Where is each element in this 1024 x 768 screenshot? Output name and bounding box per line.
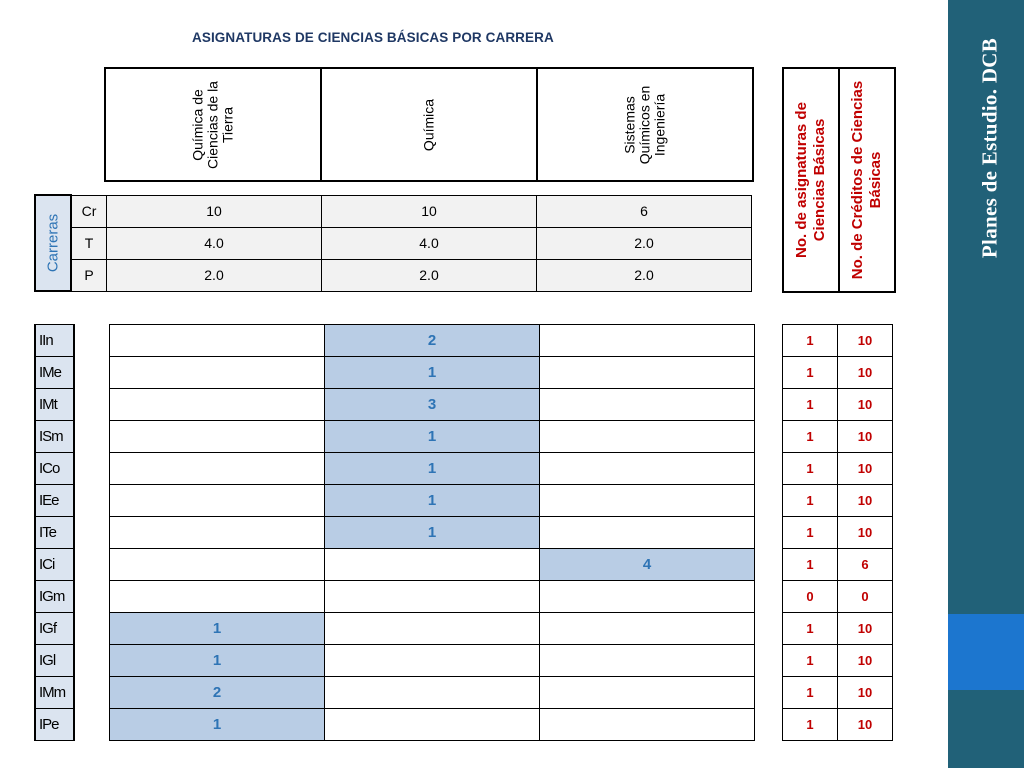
- credit-count: 10: [838, 613, 893, 645]
- subject-count: 1: [783, 709, 838, 741]
- career-code: ICo: [35, 453, 74, 485]
- slide-title: ASIGNATURAS DE CIENCIAS BÁSICAS POR CARRERA: [192, 30, 554, 45]
- subject-cell: 1: [325, 421, 540, 453]
- subject-cell: [540, 325, 755, 357]
- subject-cell: [540, 613, 755, 645]
- param-value: 6: [537, 195, 752, 227]
- subject-cell: [110, 421, 325, 453]
- subject-cell: [110, 517, 325, 549]
- subject-cell: [110, 357, 325, 389]
- credit-count: 10: [838, 357, 893, 389]
- summary-header: [782, 67, 896, 293]
- subject-cell: [325, 709, 540, 741]
- subject-cell: 2: [110, 677, 325, 709]
- subject-cell: [540, 677, 755, 709]
- career-code: ITe: [35, 517, 74, 549]
- table-row: [35, 613, 755, 645]
- subject-cell: 1: [110, 645, 325, 677]
- subject-cell: [325, 549, 540, 581]
- summary-row: [783, 645, 893, 677]
- career-code: IMe: [35, 357, 74, 389]
- table-row: [35, 581, 755, 613]
- carreras-label-cell: [35, 195, 71, 291]
- credit-count: 10: [838, 517, 893, 549]
- carreras-label: Carreras: [44, 213, 62, 273]
- param-label: T: [71, 227, 107, 259]
- subject-count: 1: [783, 325, 838, 357]
- summary-row: [783, 549, 893, 581]
- subject-cell: [540, 453, 755, 485]
- table-row: [35, 517, 755, 549]
- career-code: ISm: [35, 421, 74, 453]
- spacer: [74, 389, 110, 421]
- summary-row: [783, 357, 893, 389]
- table-row: [35, 645, 755, 677]
- summary-row: [783, 325, 893, 357]
- subject-cell: [540, 581, 755, 613]
- subject-count: 1: [783, 549, 838, 581]
- table-row: [35, 325, 755, 357]
- summary-row: [783, 677, 893, 709]
- subject-cell: [540, 389, 755, 421]
- career-code: IMt: [35, 389, 74, 421]
- table-row: [35, 453, 755, 485]
- subject-header-0: Química de Ciencias de la Tierra: [105, 68, 321, 181]
- table-row: [35, 709, 755, 741]
- spacer: [74, 325, 110, 357]
- subject-cell: [110, 581, 325, 613]
- subject-cell: [110, 389, 325, 421]
- subject-cell: [540, 645, 755, 677]
- subject-cell: [110, 325, 325, 357]
- credit-count: 10: [838, 453, 893, 485]
- table-row: [35, 389, 755, 421]
- subject-count: 1: [783, 389, 838, 421]
- career-code: ICi: [35, 549, 74, 581]
- subject-count: 1: [783, 613, 838, 645]
- table-row: [35, 421, 755, 453]
- credit-count: 0: [838, 581, 893, 613]
- spacer: [74, 421, 110, 453]
- subject-cell: [540, 357, 755, 389]
- subject-cell: 1: [325, 517, 540, 549]
- credit-count: 10: [838, 389, 893, 421]
- subject-count: 1: [783, 517, 838, 549]
- table-row: [35, 677, 755, 709]
- table-row: [35, 485, 755, 517]
- spacer: [74, 645, 110, 677]
- career-code: IPe: [35, 709, 74, 741]
- subject-cell: [540, 517, 755, 549]
- subjects-header: [104, 67, 754, 182]
- subject-cell: [325, 613, 540, 645]
- summary-row: [783, 389, 893, 421]
- credit-count: 10: [838, 709, 893, 741]
- summary-row: [783, 709, 893, 741]
- subject-cell: [110, 485, 325, 517]
- credit-count: 10: [838, 325, 893, 357]
- subject-cell: 1: [110, 613, 325, 645]
- subject-count: 1: [783, 453, 838, 485]
- summary-row: [783, 453, 893, 485]
- summary-row: [783, 581, 893, 613]
- param-value: 2.0: [107, 259, 322, 291]
- param-label: P: [71, 259, 107, 291]
- param-value: 4.0: [322, 227, 537, 259]
- subject-cell: 3: [325, 389, 540, 421]
- subject-cell: 1: [325, 453, 540, 485]
- param-label: Cr: [71, 195, 107, 227]
- side-band-accent: [948, 614, 1024, 690]
- summary-header-credits: No. de Créditos de Ciencias Básicas: [839, 68, 895, 292]
- spacer: [74, 549, 110, 581]
- subject-cell: [110, 549, 325, 581]
- credit-count: 10: [838, 421, 893, 453]
- credit-count: 10: [838, 485, 893, 517]
- subject-count: 1: [783, 485, 838, 517]
- subject-header-1: Química: [321, 68, 537, 181]
- side-title: Planes de Estudio. DCB: [977, 37, 1002, 259]
- subject-count: 1: [783, 645, 838, 677]
- subject-header-2: Sistemas Químicos en Ingeniería: [537, 68, 753, 181]
- params-table: [34, 194, 752, 292]
- subject-cell: [110, 453, 325, 485]
- subject-cell: [325, 645, 540, 677]
- param-value: 2.0: [322, 259, 537, 291]
- subject-cell: 2: [325, 325, 540, 357]
- subject-cell: 4: [540, 549, 755, 581]
- subject-cell: 1: [110, 709, 325, 741]
- param-value: 2.0: [537, 259, 752, 291]
- param-value: 10: [322, 195, 537, 227]
- summary-grid: [782, 324, 893, 741]
- summary-header-count: No. de asignaturas de Ciencias Básicas: [783, 68, 839, 292]
- career-code: IGl: [35, 645, 74, 677]
- subject-count: 1: [783, 357, 838, 389]
- subjects-grid: [34, 324, 755, 741]
- career-code: IMm: [35, 677, 74, 709]
- summary-row: [783, 517, 893, 549]
- subject-count: 1: [783, 677, 838, 709]
- career-code: IGf: [35, 613, 74, 645]
- table-row: [35, 549, 755, 581]
- spacer: [74, 485, 110, 517]
- spacer: [74, 453, 110, 485]
- param-value: 2.0: [537, 227, 752, 259]
- career-code: IGm: [35, 581, 74, 613]
- spacer: [74, 613, 110, 645]
- spacer: [74, 357, 110, 389]
- subject-cell: 1: [325, 485, 540, 517]
- subject-cell: [325, 581, 540, 613]
- career-code: IIn: [35, 325, 74, 357]
- subject-cell: [540, 485, 755, 517]
- subject-cell: [325, 677, 540, 709]
- table-row: [35, 357, 755, 389]
- spacer: [74, 709, 110, 741]
- summary-row: [783, 485, 893, 517]
- spacer: [74, 581, 110, 613]
- spacer: [74, 517, 110, 549]
- subject-count: 1: [783, 421, 838, 453]
- summary-row: [783, 613, 893, 645]
- subject-count: 0: [783, 581, 838, 613]
- credit-count: 10: [838, 645, 893, 677]
- career-code: IEe: [35, 485, 74, 517]
- param-value: 4.0: [107, 227, 322, 259]
- subject-cell: 1: [325, 357, 540, 389]
- summary-row: [783, 421, 893, 453]
- credit-count: 10: [838, 677, 893, 709]
- subject-cell: [540, 421, 755, 453]
- param-value: 10: [107, 195, 322, 227]
- subject-cell: [540, 709, 755, 741]
- spacer: [74, 677, 110, 709]
- credit-count: 6: [838, 549, 893, 581]
